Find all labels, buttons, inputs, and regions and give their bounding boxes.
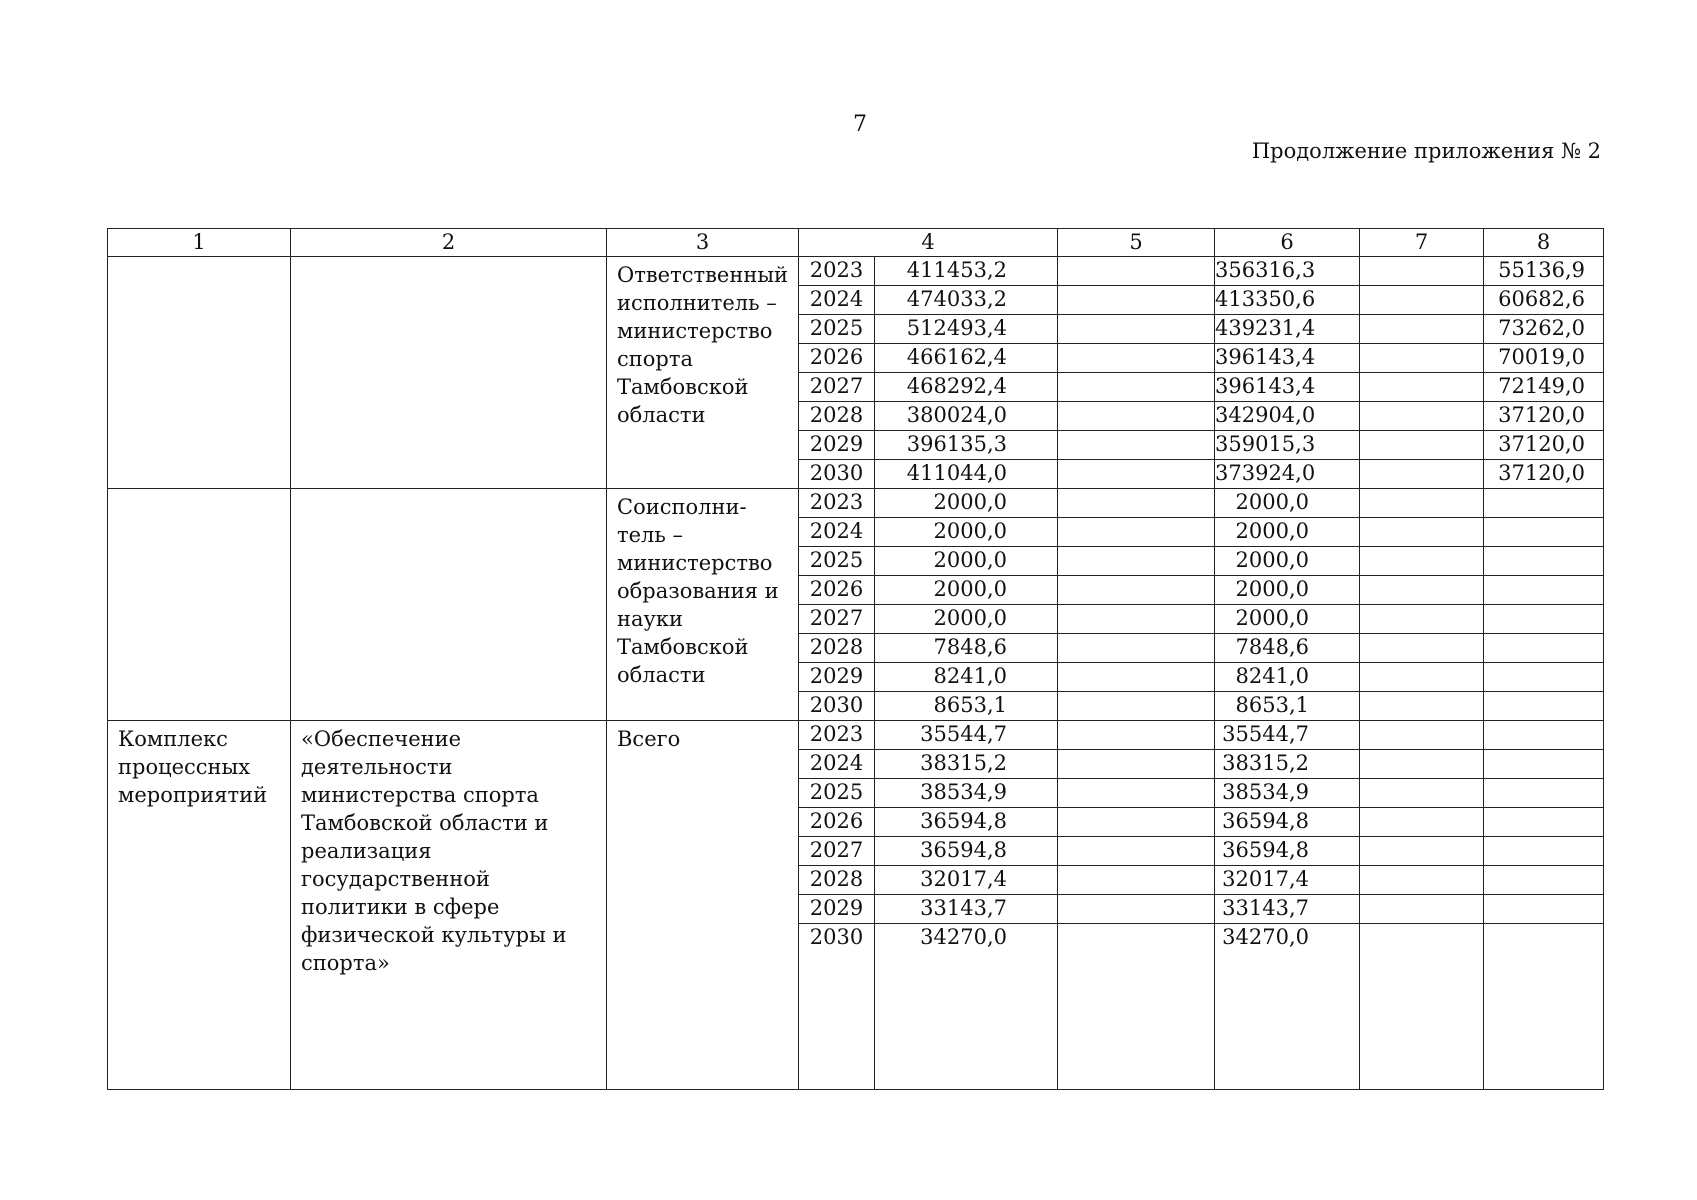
col8-cell — [1484, 547, 1604, 576]
year-cell: 2026 — [799, 808, 875, 837]
col7-cell — [1360, 663, 1484, 692]
col6-cell: 2000,0 — [1215, 547, 1360, 576]
col6-cell: 2000,0 — [1215, 605, 1360, 634]
col6-cell: 35544,7 — [1215, 721, 1360, 750]
col6-cell: 2000,0 — [1215, 576, 1360, 605]
year-cell: 2027 — [799, 373, 875, 402]
col5-cell — [1058, 460, 1215, 489]
year-cell: 2029 — [799, 431, 875, 460]
header-col-5: 5 — [1058, 229, 1215, 257]
col8-cell: 55136,9 — [1484, 257, 1604, 286]
appendix-continuation-heading: Продолжение приложения № 2 — [1251, 139, 1601, 163]
col5-cell — [1058, 605, 1215, 634]
total-cell: 38315,2 — [875, 750, 1058, 779]
header-col-3: 3 — [607, 229, 799, 257]
col8-cell: 70019,0 — [1484, 344, 1604, 373]
col6-cell: 8241,0 — [1215, 663, 1360, 692]
header-col-2: 2 — [291, 229, 607, 257]
header-col-6: 6 — [1215, 229, 1360, 257]
section-type-cell — [108, 489, 291, 721]
total-cell: 474033,2 — [875, 286, 1058, 315]
year-cell: 2024 — [799, 518, 875, 547]
col7-cell — [1360, 489, 1484, 518]
total-cell: 2000,0 — [875, 518, 1058, 547]
total-cell: 34270,0 — [875, 924, 1058, 1090]
col7-cell — [1360, 576, 1484, 605]
col8-cell: 60682,6 — [1484, 286, 1604, 315]
col6-cell: 396143,4 — [1215, 344, 1360, 373]
col5-cell — [1058, 431, 1215, 460]
year-cell: 2027 — [799, 837, 875, 866]
table-row — [108, 721, 1604, 750]
col6-cell: 342904,0 — [1215, 402, 1360, 431]
col5-cell — [1058, 895, 1215, 924]
col5-cell — [1058, 866, 1215, 895]
col5-cell — [1058, 518, 1215, 547]
total-cell: 8653,1 — [875, 692, 1058, 721]
col5-cell — [1058, 779, 1215, 808]
col5-cell — [1058, 402, 1215, 431]
col8-cell — [1484, 750, 1604, 779]
col7-cell — [1360, 315, 1484, 344]
col6-cell: 2000,0 — [1215, 489, 1360, 518]
year-cell: 2023 — [799, 489, 875, 518]
col6-cell: 36594,8 — [1215, 837, 1360, 866]
col5-cell — [1058, 344, 1215, 373]
executor-cell: Всего — [607, 721, 799, 1090]
year-cell: 2024 — [799, 750, 875, 779]
table-body — [108, 257, 1604, 1090]
col5-cell — [1058, 924, 1215, 1090]
total-cell: 35544,7 — [875, 721, 1058, 750]
executor-cell: Ответственный исполнитель – министерство спорта Тамбовской области — [607, 257, 799, 489]
col7-cell — [1360, 721, 1484, 750]
col5-cell — [1058, 286, 1215, 315]
col8-cell — [1484, 866, 1604, 895]
col7-cell — [1360, 373, 1484, 402]
total-cell: 468292,4 — [875, 373, 1058, 402]
year-cell: 2030 — [799, 460, 875, 489]
year-cell: 2024 — [799, 286, 875, 315]
col8-cell — [1484, 895, 1604, 924]
col8-cell — [1484, 605, 1604, 634]
col7-cell — [1360, 866, 1484, 895]
year-cell: 2026 — [799, 576, 875, 605]
col7-cell — [1360, 750, 1484, 779]
section-name-cell: «Обеспечение деятельности министерства спорта Тамбовской области и реализация государственной политики в сфере физической культуры и спорта» — [291, 721, 607, 1090]
col6-cell: 38315,2 — [1215, 750, 1360, 779]
col7-cell — [1360, 634, 1484, 663]
year-cell: 2025 — [799, 779, 875, 808]
total-cell: 466162,4 — [875, 344, 1058, 373]
section-name-cell — [291, 489, 607, 721]
section-type-cell — [108, 257, 291, 489]
col7-cell — [1360, 518, 1484, 547]
col7-cell — [1360, 779, 1484, 808]
total-cell: 396135,3 — [875, 431, 1058, 460]
col5-cell — [1058, 489, 1215, 518]
col8-cell — [1484, 489, 1604, 518]
col8-cell: 37120,0 — [1484, 431, 1604, 460]
section-name-cell — [291, 257, 607, 489]
col8-cell — [1484, 808, 1604, 837]
col8-cell — [1484, 692, 1604, 721]
total-cell: 2000,0 — [875, 489, 1058, 518]
year-cell: 2025 — [799, 547, 875, 576]
col5-cell — [1058, 692, 1215, 721]
header-col-7: 7 — [1360, 229, 1484, 257]
col7-cell — [1360, 895, 1484, 924]
col6-cell: 33143,7 — [1215, 895, 1360, 924]
col8-cell — [1484, 721, 1604, 750]
table-row — [108, 489, 1604, 518]
financing-table — [107, 228, 1604, 1090]
col5-cell — [1058, 808, 1215, 837]
year-cell: 2029 — [799, 663, 875, 692]
col6-cell: 7848,6 — [1215, 634, 1360, 663]
col8-cell — [1484, 518, 1604, 547]
col7-cell — [1360, 605, 1484, 634]
col5-cell — [1058, 663, 1215, 692]
table-row — [108, 257, 1604, 286]
col5-cell — [1058, 373, 1215, 402]
col6-cell: 413350,6 — [1215, 286, 1360, 315]
col5-cell — [1058, 837, 1215, 866]
col6-cell: 36594,8 — [1215, 808, 1360, 837]
col5-cell — [1058, 721, 1215, 750]
col8-cell: 37120,0 — [1484, 402, 1604, 431]
year-cell: 2028 — [799, 634, 875, 663]
col8-cell — [1484, 576, 1604, 605]
total-cell: 2000,0 — [875, 576, 1058, 605]
total-cell: 411044,0 — [875, 460, 1058, 489]
col6-cell: 2000,0 — [1215, 518, 1360, 547]
col7-cell — [1360, 431, 1484, 460]
year-cell: 2028 — [799, 402, 875, 431]
col6-cell: 396143,4 — [1215, 373, 1360, 402]
col6-cell: 38534,9 — [1215, 779, 1360, 808]
total-cell: 2000,0 — [875, 547, 1058, 576]
col8-cell — [1484, 837, 1604, 866]
year-cell: 2023 — [799, 257, 875, 286]
col5-cell — [1058, 576, 1215, 605]
executor-cell: Соисполни-тель – министерство образования и науки Тамбовской области — [607, 489, 799, 721]
header-col-8: 8 — [1484, 229, 1604, 257]
col6-cell: 359015,3 — [1215, 431, 1360, 460]
total-cell: 32017,4 — [875, 866, 1058, 895]
col6-cell: 8653,1 — [1215, 692, 1360, 721]
col8-cell — [1484, 663, 1604, 692]
total-cell: 512493,4 — [875, 315, 1058, 344]
col7-cell — [1360, 808, 1484, 837]
year-cell: 2025 — [799, 315, 875, 344]
total-cell: 36594,8 — [875, 808, 1058, 837]
year-cell: 2030 — [799, 924, 875, 1090]
col5-cell — [1058, 257, 1215, 286]
col5-cell — [1058, 315, 1215, 344]
total-cell: 380024,0 — [875, 402, 1058, 431]
col8-cell — [1484, 924, 1604, 1090]
year-cell: 2028 — [799, 866, 875, 895]
col7-cell — [1360, 924, 1484, 1090]
col7-cell — [1360, 286, 1484, 315]
year-cell: 2027 — [799, 605, 875, 634]
year-cell: 2030 — [799, 692, 875, 721]
total-cell: 8241,0 — [875, 663, 1058, 692]
col6-cell: 439231,4 — [1215, 315, 1360, 344]
col5-cell — [1058, 634, 1215, 663]
col6-cell: 356316,3 — [1215, 257, 1360, 286]
col5-cell — [1058, 547, 1215, 576]
col7-cell — [1360, 547, 1484, 576]
col6-cell: 34270,0 — [1215, 924, 1360, 1090]
col7-cell — [1360, 460, 1484, 489]
year-cell: 2029 — [799, 895, 875, 924]
year-cell: 2023 — [799, 721, 875, 750]
total-cell: 411453,2 — [875, 257, 1058, 286]
header-row — [108, 229, 1604, 257]
col8-cell: 37120,0 — [1484, 460, 1604, 489]
col7-cell — [1360, 344, 1484, 373]
total-cell: 36594,8 — [875, 837, 1058, 866]
col7-cell — [1360, 257, 1484, 286]
header-col-1: 1 — [108, 229, 291, 257]
year-cell: 2026 — [799, 344, 875, 373]
col6-cell: 373924,0 — [1215, 460, 1360, 489]
col5-cell — [1058, 750, 1215, 779]
col8-cell: 72149,0 — [1484, 373, 1604, 402]
header-col-4: 4 — [799, 229, 1058, 257]
col7-cell — [1360, 402, 1484, 431]
col7-cell — [1360, 692, 1484, 721]
section-type-cell: Комплекс процессных мероприятий — [108, 721, 291, 1090]
col8-cell — [1484, 634, 1604, 663]
total-cell: 7848,6 — [875, 634, 1058, 663]
total-cell: 38534,9 — [875, 779, 1058, 808]
total-cell: 2000,0 — [875, 605, 1058, 634]
col8-cell: 73262,0 — [1484, 315, 1604, 344]
col6-cell: 32017,4 — [1215, 866, 1360, 895]
total-cell: 33143,7 — [875, 895, 1058, 924]
page-number: 7 — [853, 112, 867, 137]
col7-cell — [1360, 837, 1484, 866]
col8-cell — [1484, 779, 1604, 808]
